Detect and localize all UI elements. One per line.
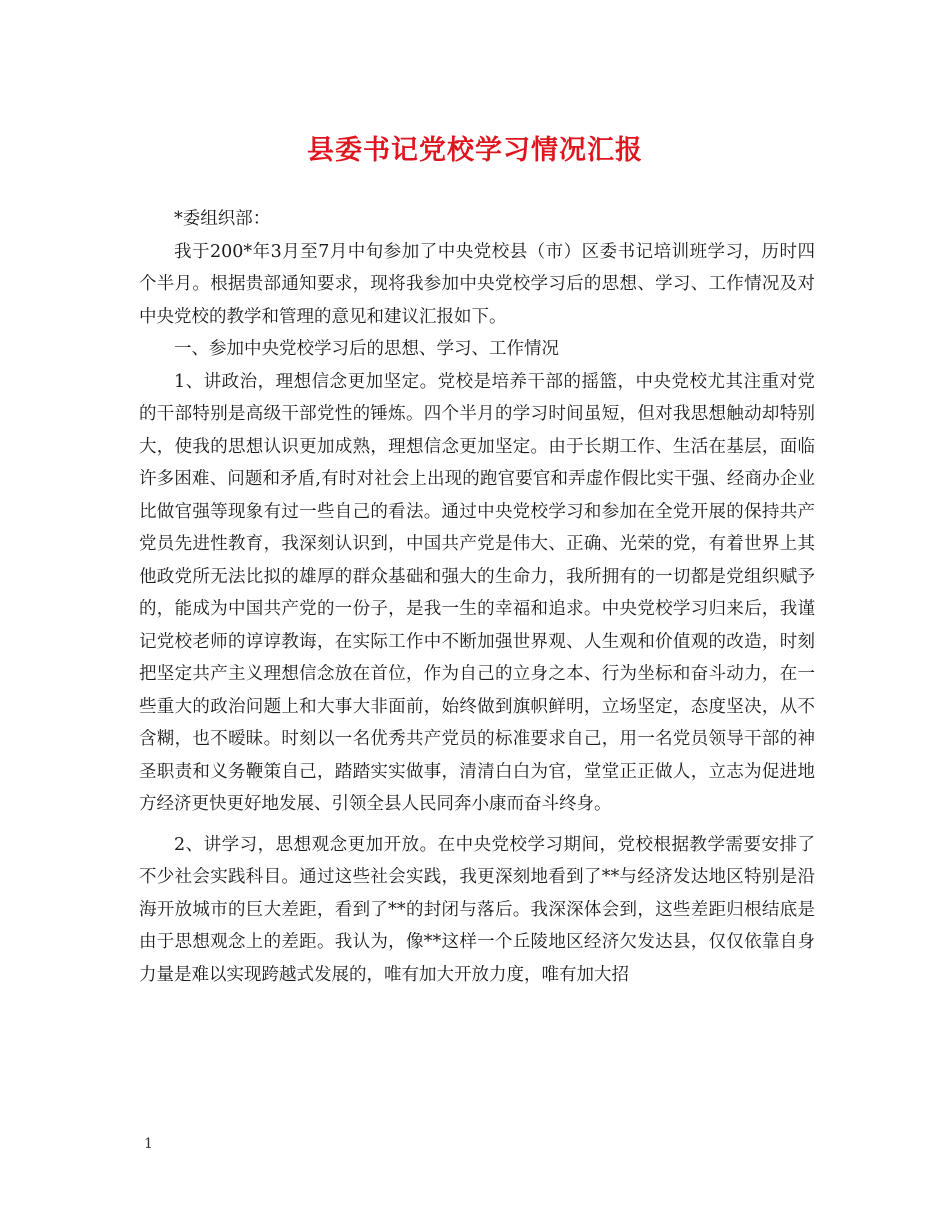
paragraph-politics: 1、讲政治，理想信念更加坚定。党校是培养干部的摇篮，中央党校尤其注重对党的干部特别是高级干部党性的锤炼。四个半月的学习时间虽短，但对我思想触动却特别大，使我的思想认识更加成熟，理想信念更加坚定。由于长期工作、生活在基层，面临许多困难、问题和矛盾,有时对社会上出现的跑官要官和弄虚作假比实干强、经商办企业比做官强等现象有过一些自己的看法。通过中央党校学习和参加在全党开展的保持共产党员先进性教育，我深刻认识到，中国共产党是伟大、正确、光荣的党，有着世界上其他政党所无法比拟的雄厚的群众基础和强大的生命力，我所拥有的一切都是党组织赋予的，能成为中国共产党的一份子，是我一生的幸福和追求。中央党校学习归来后，我谨记党校老师的谆谆教诲，在实际工作中不断加强世界观、人生观和价值观的改造，时刻把坚定共产主义理想信念放在首位，作为自己的立身之本、行为坐标和奋斗动力，在一些重大的政治问题上和大事大非面前，始终做到旗帜鲜明，立场坚定，态度坚决，从不含糊，也不暧昧。时刻以一名优秀共产党员的标准要求自己，用一名党员领导干部的神圣职责和义务鞭策自己，踏踏实实做事，清清白白为官，堂堂正正做人，立志为促进地方经济更快更好地发展、引领全县人民同奔小康而奋斗终身。 (139, 371, 815, 814)
salutation: *委组织部： (174, 209, 271, 229)
paragraph-intro: 我于200*年3月至7月中旬参加了中央党校县（市）区委书记培训班学习，历时四个半月。根据贵部通知要求，现将我参加中央党校学习后的思想、学习、工作情况及对中央党校的教学和管理的意见和建议汇报如下。 (139, 241, 815, 327)
document-body (139, 203, 815, 991)
paragraph-study: 2、讲学习，思想观念更加开放。在中央党校学习期间，党校根据教学需要安排了不少社会实践科目。通过这些社会实践，我更深刻地看到了**与经济发达地区特别是沿海开放城市的巨大差距，看到了**的封闭与落后。我深深体会到，这些差距归根结底是由于思想观念上的差距。我认为，像**这样一个丘陵地区经济欠发达县，仅仅依靠自身力量是难以实现跨越式发展的，唯有加大开放力度，唯有加大招 (139, 834, 815, 985)
page-number: 1 (144, 1136, 153, 1152)
document-title: 县委书记党校学习情况汇报 (307, 135, 643, 166)
section-heading: 一、参加中央党校学习后的思想、学习、工作情况 (174, 339, 559, 359)
